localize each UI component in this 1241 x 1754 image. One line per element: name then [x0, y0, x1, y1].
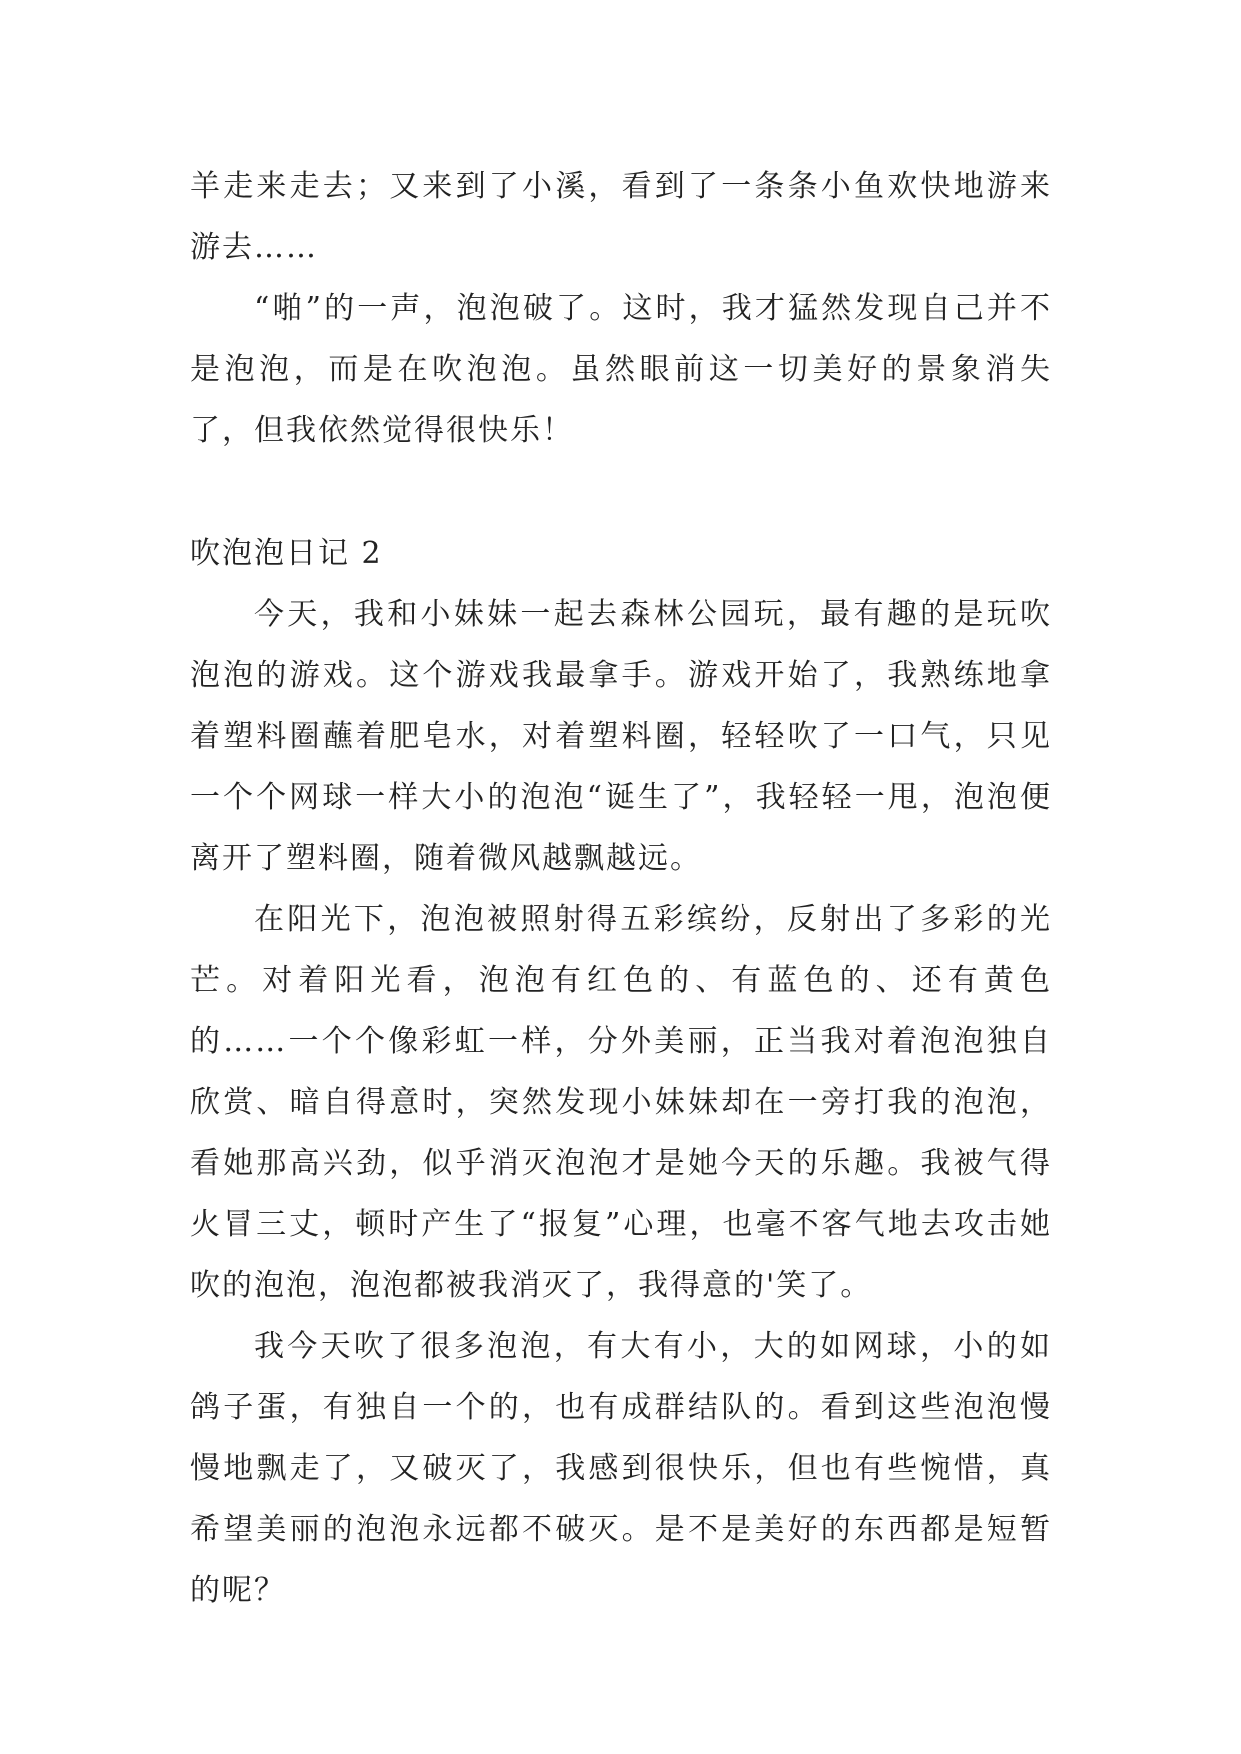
continuation-paragraph-1: 羊走来走去；又来到了小溪，看到了一条条小鱼欢快地游来游去……	[190, 169, 1052, 265]
section-title: 吹泡泡日记 2	[190, 536, 383, 571]
continuation-paragraph-2: “啪”的一声，泡泡破了。这时，我才猛然发现自己并不是泡泡，而是在吹泡泡。虽然眼前这一切美好的景象消失了，但我依然觉得很快乐！	[190, 291, 1052, 448]
document-body	[190, 156, 1052, 1621]
section-paragraph-2: 在阳光下，泡泡被照射得五彩缤纷，反射出了多彩的光芒。对着阳光看，泡泡有红色的、有蓝色的、还有黄色的……一个个像彩虹一样，分外美丽，正当我对着泡泡独自欣赏、暗自得意时，突然发现小妹妹却在一旁打我的泡泡，看她那高兴劲，似乎消灭泡泡才是她今天的乐趣。我被气得火冒三丈，顿时产生了“报复”心理，也毫不客气地去攻击她吹的泡泡，泡泡都被我消灭了，我得意的'笑了。	[190, 902, 1052, 1303]
section-paragraph-1: 今天，我和小妹妹一起去森林公园玩，最有趣的是玩吹泡泡的游戏。这个游戏我最拿手。游戏开始了，我熟练地拿着塑料圈蘸着肥皂水，对着塑料圈，轻轻吹了一口气，只见一个个网球一样大小的泡泡“诞生了”，我轻轻一甩，泡泡便离开了塑料圈，随着微风越飘越远。	[190, 597, 1052, 876]
section-paragraph-3: 我今天吹了很多泡泡，有大有小，大的如网球，小的如鸽子蛋，有独自一个的，也有成群结队的。看到这些泡泡慢慢地飘走了，又破灭了，我感到很快乐，但也有些惋惜，真希望美丽的泡泡永远都不破灭。是不是美好的东西都是短暂的呢？	[190, 1329, 1052, 1608]
